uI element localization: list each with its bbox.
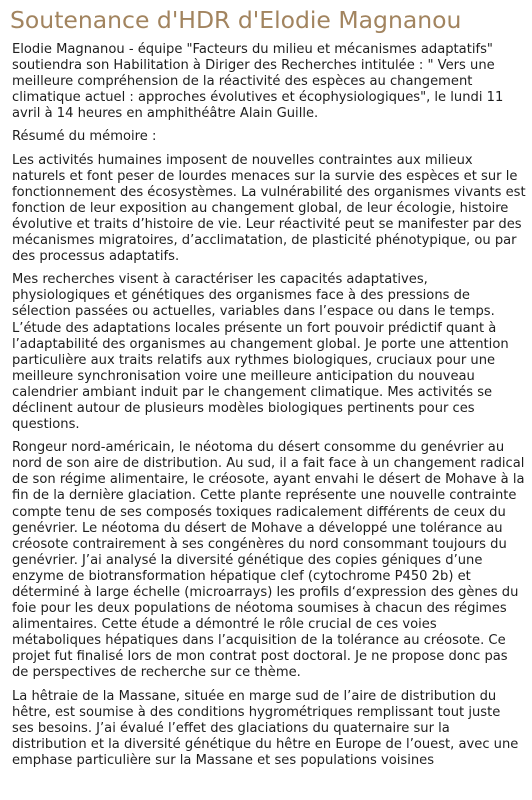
paragraph-neotoma: Rongeur nord-américain, le néotoma du désert consomme du genévrier au nord de son aire de distribution. Au sud, il a fait face à un changement radical de son régime alimentaire, le créosote, ayant envahi le désert de Mohave à la fin de la dernière glaciation. Cette plante représente une nouvelle contrainte compte tenu de ses composés toxiques radicalement différents de ceux du genévrier. Le néotoma du désert de Mohave a développé une tolérance au créosote contrairement à ses congénères du nord consommant toujours du genévrier. J’ai analysé la diversité génétique des copies géniques d’une enzyme de biotransformation hépatique clef (cytochrome P450 2b) et déterminé à large échelle (microarrays) les profils d‘expression des gènes du foie pour les deux populations de néotoma soumises à chacun des régimes alimentaires. Cette étude a démontré le rôle crucial de ces voies métaboliques hépatiques dans l’acquisition de la tolérance au créosote. Ce projet fut finalisé lors de mon contrat post doctoral. Je ne propose donc pas de perspectives de recherche sur ce thème. bbox=[12, 440, 525, 681]
paragraph-context: Les activités humaines imposent de nouvelles contraintes aux milieux naturels et font peser de lourdes menaces sur la survie des espèces et sur le fonctionnement des écosystèmes. La vulnérabilité des organismes vivants est fonction de leur exposition au changement global, de leur écologie, histoire évolutive et traits d’histoire de vie. Leur réactivité peut se manifester par des mécanismes migratoires, d’acclimatation, de plasticité phénotypique, ou par des processus adaptatifs. bbox=[12, 152, 526, 265]
paragraph-massane: La hêtraie de la Massane, située en marge sud de l’aire de distribution du hêtre, est soumise à des conditions hygrométriques remplissant tout juste ses besoins. J’ai évalué l’effet des glaciations du quaternaire sur la distribution et la diversité génétique du hêtre en Europe de l’ouest, avec une emphase particulière sur la Massane et ses populations voisines bbox=[12, 688, 519, 768]
page-title: Soutenance d'HDR d'Elodie Magnanou bbox=[10, 6, 462, 34]
article-body bbox=[12, 42, 526, 776]
paragraph-summary-heading: Résumé du mémoire : bbox=[12, 129, 157, 145]
paragraph-announcement: Elodie Magnanou - équipe "Facteurs du milieu et mécanismes adaptatifs" soutiendra son Habilitation à Diriger des Recherches intitulée : " Vers une meilleure compréhension de la réactivité des espèces au changement climatique actuel : approches évolutives et écophysiologiques", le lundi 11 avril à 14 heures en amphithéâtre Alain Guille. bbox=[12, 42, 504, 122]
paragraph-research-aims: Mes recherches visent à caractériser les capacités adaptatives, physiologiques et génétiques des organismes face à des pressions de sélection passées ou actuelles, variables dans l’espace ou dans le temps. L’étude des adaptations locales présente un fort pouvoir prédictif quant à l’adaptabilité des organismes au changement global. Je porte une attention particulière aux traits relatifs aux rythmes biologiques, cruciaux pour une meilleure synchronisation voire une meilleure anticipation du nouveau calendrier ambiant induit par le changement climatique. Mes activités se déclinent autour de plusieurs modèles biologiques pertinents pour ces questions. bbox=[12, 272, 509, 433]
